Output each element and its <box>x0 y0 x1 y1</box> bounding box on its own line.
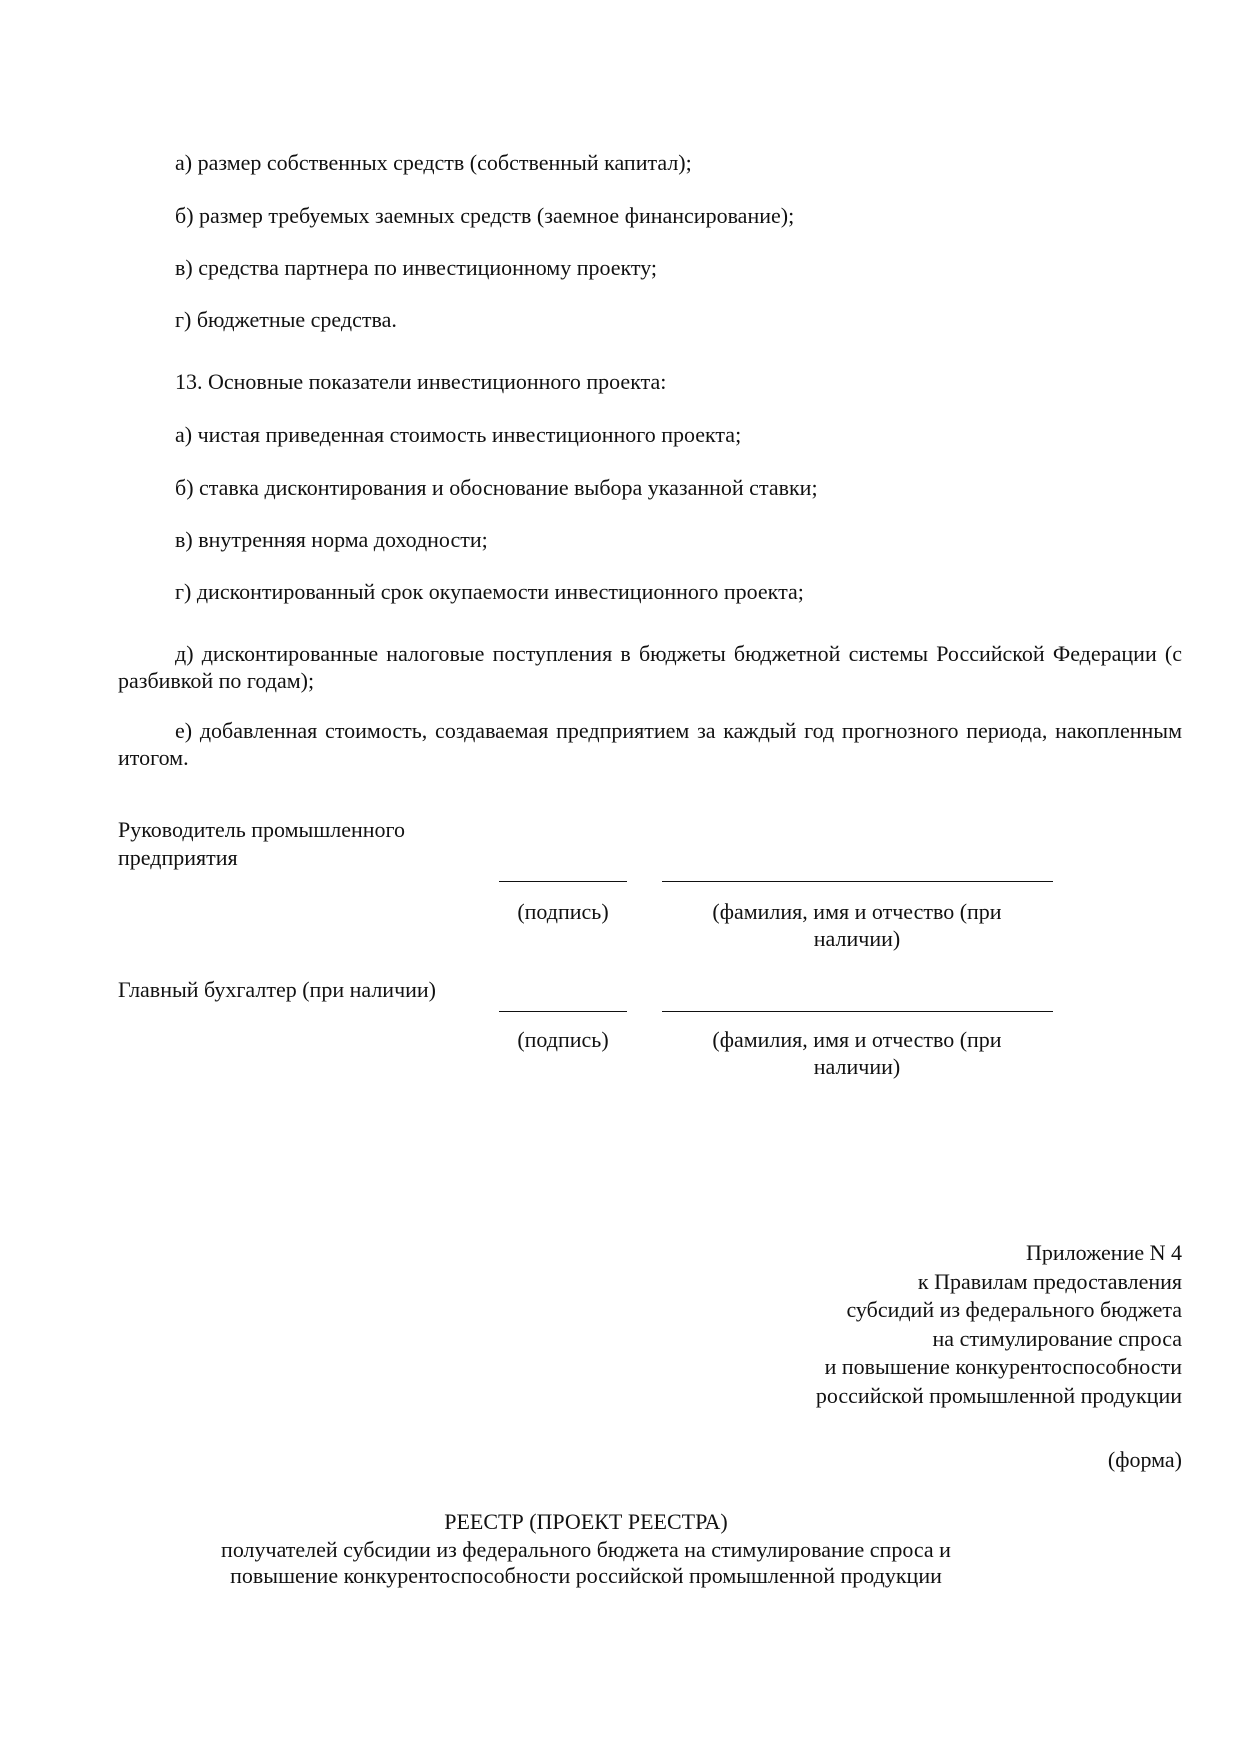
full-name-line[interactable] <box>662 1011 1053 1012</box>
funding-item-borrowed-funds: б) размер требуемых заемных средств (заемное финансирование); <box>175 203 795 228</box>
funding-item-budget-funds: г) бюджетные средства. <box>175 307 397 332</box>
form-note: (форма) <box>1107 1447 1182 1472</box>
signatory-role-accountant: Главный бухгалтер (при наличии) <box>118 977 437 1002</box>
registry-title-block <box>118 1507 1054 1589</box>
signature-caption: (подпись) <box>517 899 609 924</box>
appendix-line: субсидий из федерального бюджета <box>846 1297 1182 1322</box>
indicator-item-npv: а) чистая приведенная стоимость инвестиционного проекта; <box>175 422 742 447</box>
funding-item-partner-funds: в) средства партнера по инвестиционному проекту; <box>175 255 658 280</box>
registry-subtitle-line1: получателей субсидии из федерального бюджета на стимулирование спроса и <box>221 1537 951 1562</box>
registry-subtitle-line2: повышение конкурентоспособности российской промышленной продукции <box>230 1563 942 1588</box>
signature-line[interactable] <box>499 1011 627 1012</box>
appendix-line: российской промышленной продукции <box>815 1382 1182 1408</box>
indicator-item-discount-rate: б) ставка дисконтирования и обоснование выбора указанной ставки; <box>175 475 818 500</box>
appendix-line: к Правилам предоставления <box>917 1268 1182 1294</box>
funding-item-own-funds: а) размер собственных средств (собственный капитал); <box>175 150 692 175</box>
appendix-header <box>816 1239 1182 1410</box>
full-name-caption: (фамилия, имя и отчество (при наличии) <box>712 1027 1002 1079</box>
signatory-role-head-line1: Руководитель промышленного <box>118 817 406 842</box>
registry-title: РЕЕСТР (ПРОЕКТ РЕЕСТРА) <box>444 1509 728 1534</box>
appendix-number: Приложение N 4 <box>1026 1240 1182 1265</box>
section-13-heading: 13. Основные показатели инвестиционного проекта: <box>175 369 667 394</box>
signature-line[interactable] <box>499 881 627 882</box>
indicator-item-irr: в) внутренняя норма доходности; <box>175 527 488 552</box>
signature-caption: (подпись) <box>517 1027 609 1052</box>
indicator-item-payback: г) дисконтированный срок окупаемости инвестиционного проекта; <box>175 579 804 604</box>
full-name-caption: (фамилия, имя и отчество (при наличии) <box>712 899 1002 951</box>
appendix-line: и повышение конкурентоспособности <box>824 1354 1182 1379</box>
indicator-item-tax-revenue: д) дисконтированные налоговые поступления в бюджеты бюджетной системы Российской Федерации (с разбивкой по годам); <box>118 641 1182 693</box>
full-name-line[interactable] <box>662 881 1053 882</box>
indicator-item-added-value: е) добавленная стоимость, создаваемая предприятием за каждый год прогнозного периода, накопленным итогом. <box>118 718 1182 770</box>
signatory-role-head-line2: предприятия <box>118 845 238 870</box>
appendix-line: на стимулирование спроса <box>932 1325 1182 1351</box>
